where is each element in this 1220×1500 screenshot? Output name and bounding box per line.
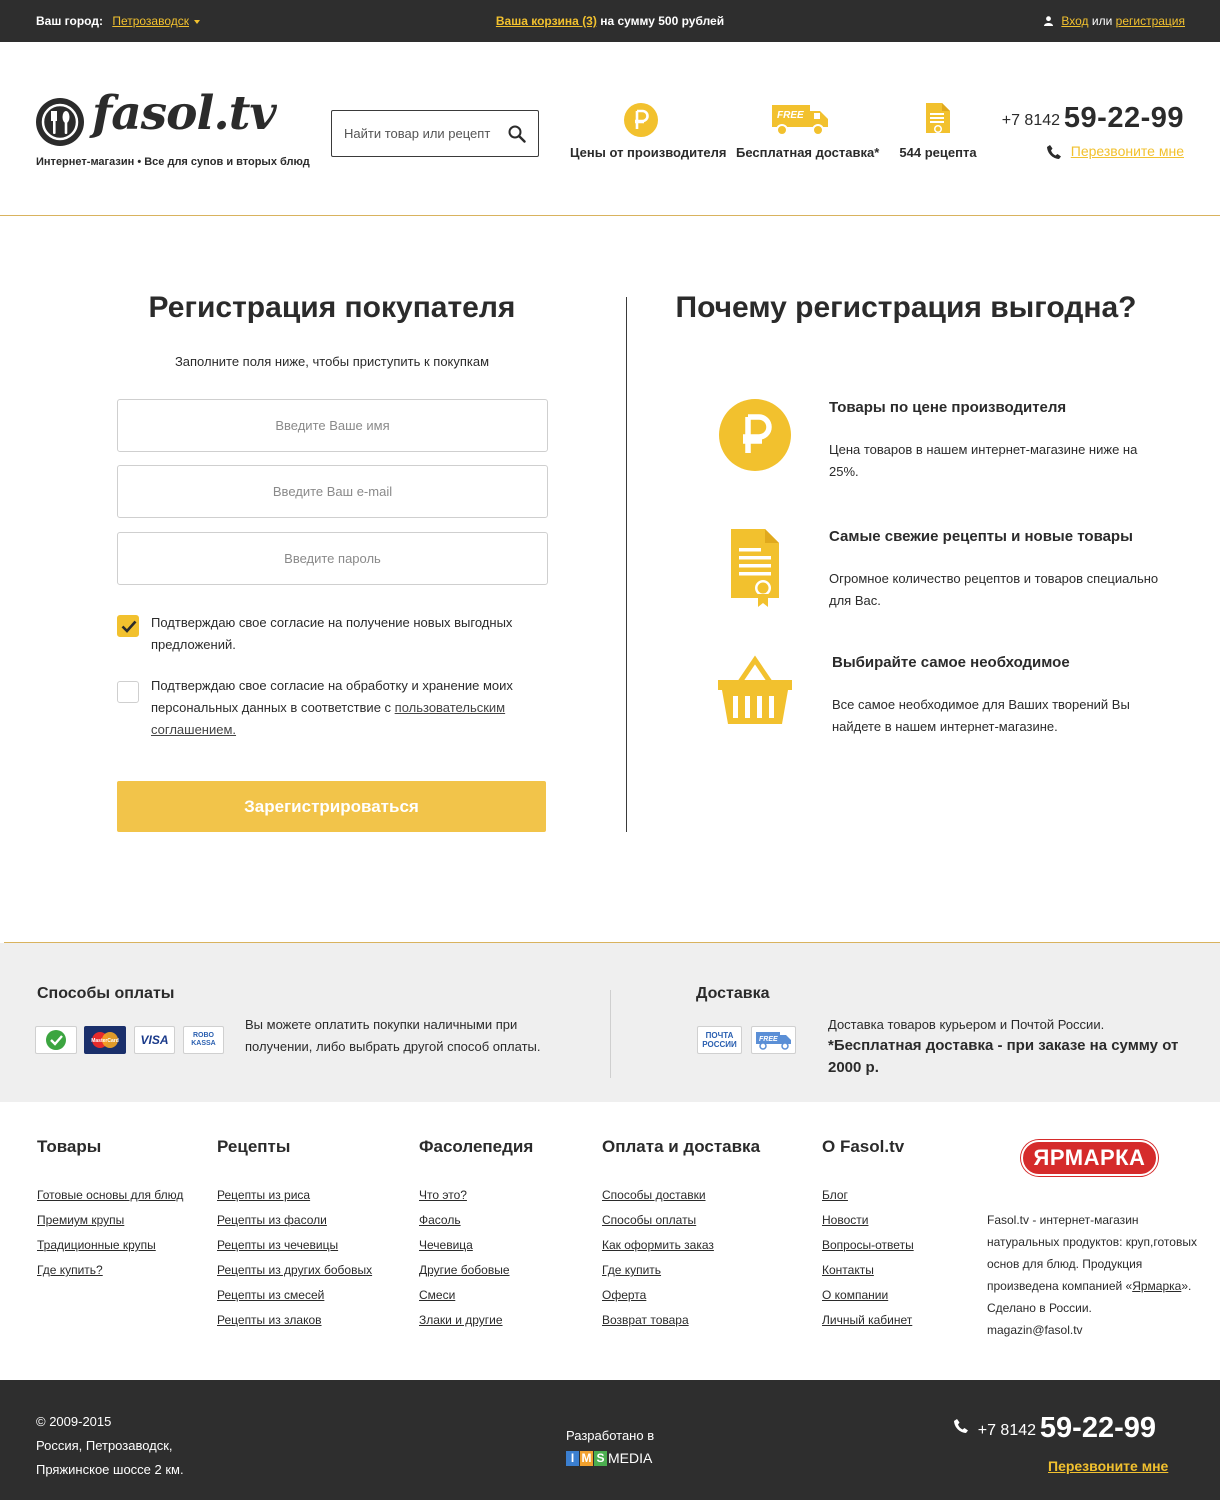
mastercard-icon [84,1026,126,1054]
consent-offers-checkbox[interactable] [117,615,139,637]
city-value[interactable]: Петрозаводск [112,14,189,28]
password-field[interactable] [118,533,547,584]
footer-link[interactable]: Контакты [822,1263,874,1277]
footer-link[interactable]: Где купить? [37,1263,103,1277]
benefit-text: Цена товаров в нашем интернет-магазине ниже на 25%. [829,442,1138,479]
footer-link[interactable]: О компании [822,1288,889,1302]
footer-link[interactable]: Готовые основы для блюд [37,1188,184,1202]
robokassa-icon: ROBO KASSA [183,1026,224,1054]
basket-icon [718,654,792,726]
footer-link[interactable]: Рецепты из смесей [217,1288,325,1302]
checkmark-icon [121,620,137,633]
register-button[interactable]: Зарегистрироваться [117,781,546,832]
phone-code: +7 8142 [977,1422,1037,1439]
feature-recipes [898,97,978,160]
footer-email[interactable]: magazin@fasol.tv [987,1323,1083,1337]
russian-post-icon: ПОЧТА РОССИИ [697,1026,742,1054]
phone-number[interactable]: 59-22-99 [1039,1412,1156,1444]
footer-link[interactable]: Рецепты из фасоли [217,1213,327,1227]
callback-link[interactable]: Перезвоните мне [1070,143,1184,159]
footer-link[interactable]: Премиум крупы [37,1213,125,1227]
ruble-icon [719,399,791,471]
visa-icon: VISA [134,1026,175,1054]
imsmedia-logo[interactable]: I M S MEDIA [566,1450,652,1466]
footer-about [987,1209,1209,1341]
email-field-wrapper [117,465,548,518]
footer-link[interactable]: Способы доставки [602,1188,706,1202]
footer-column-payment-delivery [602,1137,760,1333]
header-phone [1002,102,1184,159]
header [0,42,1220,216]
benefits-title: Почему регистрация выгодна? [675,291,1137,324]
cart-link[interactable]: Ваша корзина (3) [495,14,597,28]
registration-subtitle: Заполните поля ниже, чтобы приступить к покупкам [174,354,490,369]
footer-column-title: Фасолепедия [419,1137,534,1156]
footer-about-text-2: ». Сделано в России. [987,1279,1192,1315]
tagline: Интернет-магазин • Все для супов и вторых блюд [36,156,310,168]
footer-link[interactable]: Вопросы-ответы [822,1238,914,1252]
footer-link[interactable]: Рецепты из злаков [217,1313,322,1327]
feature-delivery [736,97,880,160]
feature-label: 544 рецепта [899,145,977,160]
delivery-title: Доставка [696,985,770,1002]
copyright-block [36,1410,184,1482]
user-agreement-link[interactable]: пользовательским соглашением. [151,700,506,737]
consent-offers-label: Подтверждаю свое согласие на получение новых выгодных предложений. [151,615,513,652]
benefit-title: Выбирайте самое необходимое [832,654,1070,671]
phone-code: +7 8142 [1001,112,1061,129]
footer-column-title: Рецепты [217,1137,291,1156]
auth-links [1044,14,1185,28]
footer-link[interactable]: Рецепты из риса [217,1188,311,1202]
phone-icon [1047,145,1061,159]
footer-link[interactable]: Где купить [602,1263,662,1277]
sberbank-card-icon [35,1026,77,1054]
name-field[interactable] [118,400,547,451]
document-icon [729,528,781,608]
developed-by: Разработано в [566,1428,655,1443]
footer-link[interactable]: Личный кабинет [822,1313,913,1327]
payment-text: Вы можете оплатить покупки наличными при получении, либо выбрать другой способ оплаты. [245,1017,541,1054]
consent-data-label [151,675,551,741]
feature-label: Бесплатная доставка* [736,145,880,160]
delivery-text: Доставка товаров курьером и Почтой России. [828,1017,1105,1032]
logo-text: fasol.tv [92,86,276,141]
cart-total-text: на сумму 500 рублей [600,14,725,28]
footer-link[interactable]: Рецепты из чечевицы [217,1238,339,1252]
svg-text:FREE: FREE [758,1036,778,1043]
footer-link[interactable]: Фасоль [419,1213,461,1227]
benefit-title: Самые свежие рецепты и новые товары [829,528,1133,545]
login-link[interactable]: Вход [1061,14,1089,28]
footer-column-title: Товары [37,1137,102,1156]
bottom-bar [0,1380,1220,1500]
footer-link[interactable]: Чечевица [419,1238,473,1252]
feature-prices [570,97,727,160]
registration-title: Регистрация покупателя [148,291,516,324]
footer-link[interactable]: Смеси [419,1288,456,1302]
footer-link[interactable]: Традиционные крупы [37,1238,156,1252]
footer-link[interactable]: Оферта [602,1288,647,1302]
payment-title: Способы оплаты [37,985,175,1002]
consent-data-checkbox[interactable] [117,681,139,703]
footer [0,1102,1220,1380]
search-icon[interactable] [508,125,526,143]
city-label: Ваш город: [36,14,103,28]
footer-link[interactable]: Способы оплаты [602,1213,697,1227]
footer-link[interactable]: Что это? [419,1188,467,1202]
yarmarka-logo[interactable]: ЯРМАРКА [1021,1140,1158,1176]
benefit-text: Все самое необходимое для Ваших творений Вы найдете в нашем интернет-магазине. [832,697,1130,734]
delivery-truck-icon [772,103,830,137]
email-field[interactable] [118,466,547,517]
top-bar [0,0,1220,42]
cart-summary [0,14,1220,28]
footer-column-title: О Fasol.tv [822,1137,905,1156]
feature-label: Цены от производителя [570,145,727,160]
footer-link[interactable]: Новости [822,1213,869,1227]
consent-data-text: Подтверждаю свое согласие на обработку и хранение моих персональных данных в соответствие с [151,678,513,715]
user-icon [1044,16,1053,26]
free-badge: FREE [777,110,804,121]
delivery-note: *Бесплатная доставка - при заказе на сумму от 2000 р. [828,1037,1179,1076]
callback-link[interactable]: Перезвоните мне [1048,1458,1169,1474]
footer-link[interactable]: Блог [822,1188,848,1202]
footer-column-goods [37,1137,183,1283]
footer-link[interactable]: Другие бобовые [419,1263,510,1277]
column-divider [626,297,627,832]
logo-mark-icon [36,98,84,146]
address-line-1: Россия, Петрозаводск, [36,1438,173,1453]
free-delivery-icon [751,1026,796,1054]
footer-link[interactable]: Возврат товара [602,1313,689,1327]
recipe-document-icon [926,103,950,137]
footer-column-fasolepedia [419,1137,533,1333]
footer-phone [954,1412,1156,1445]
payment-delivery-band [0,943,1220,1102]
yarmarka-link[interactable]: Ярмарка [1132,1279,1182,1293]
phone-number[interactable]: 59-22-99 [1063,102,1184,134]
copyright: © 2009-2015 [36,1414,112,1429]
footer-column-recipes [217,1137,372,1333]
auth-or: или [1091,14,1113,28]
footer-link[interactable]: Рецепты из других бобовых [217,1263,373,1277]
ruble-icon [624,103,658,137]
search-box [331,110,539,157]
benefit-text: Огромное количество рецептов и товаров специально для Вас. [829,571,1159,608]
benefit-title: Товары по цене производителя [829,399,1067,416]
band-divider [610,990,611,1078]
footer-about-text: Fasol.tv - интернет-магазин натуральных продуктов: круп,готовых основ для блюд. Продукция произведена компанией « [987,1213,1197,1293]
footer-column-title: Оплата и доставка [602,1137,761,1156]
address-line-2: Пряжинское шоссе 2 км. [36,1462,184,1477]
register-link[interactable]: регистрация [1115,14,1185,28]
search-input[interactable] [332,111,502,156]
footer-column-about [822,1137,914,1333]
footer-link[interactable]: Злаки и другие [419,1313,503,1327]
svg-text:MasterCard: MasterCard [91,1038,119,1044]
phone-icon [954,1419,968,1433]
password-field-wrapper [117,532,548,585]
footer-link[interactable]: Как оформить заказ [602,1238,714,1252]
main-content [0,216,1220,942]
name-field-wrapper [117,399,548,452]
